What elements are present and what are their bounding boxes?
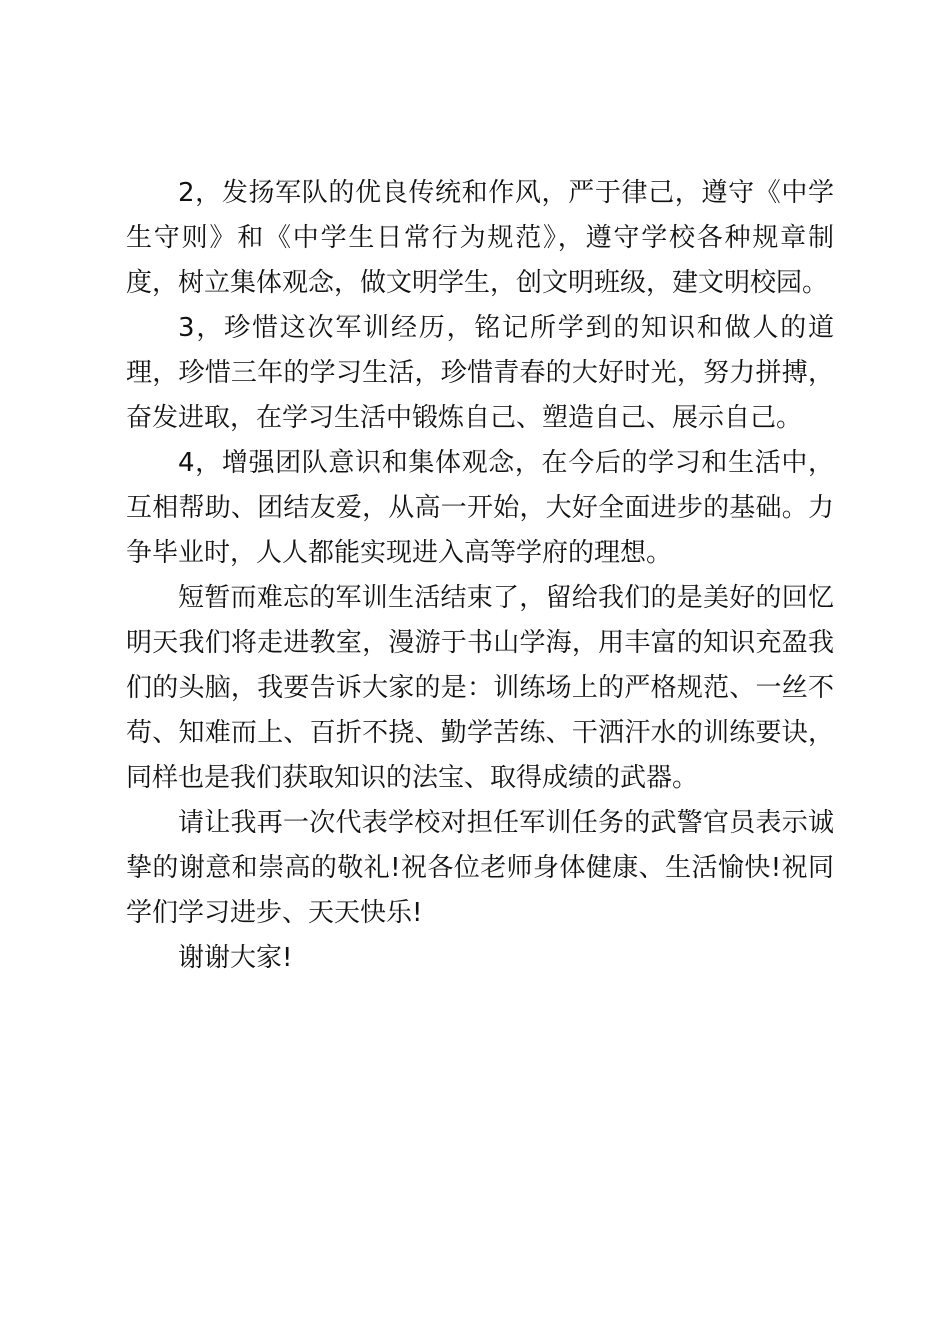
document-body [126,171,834,981]
paragraph-point-3: 3，珍惜这次军训经历，铭记所学到的知识和做人的道理，珍惜三年的学习生活，珍惜青春的大好时光，努力拼搏，奋发进取，在学习生活中锻炼自己、塑造自己、展示自己。 [126,313,834,433]
paragraph-point-2: 2，发扬军队的优良传统和作风，严于律己，遵守《中学生守则》和《中学生日常行为规范》，遵守学校各种规章制度，树立集体观念，做文明学生，创文明班级，建文明校园。 [126,178,834,298]
paragraph-closing-reflection: 短暂而难忘的军训生活结束了，留给我们的是美好的回忆明天我们将走进教室，漫游于书山学海，用丰富的知识充盈我们的头脑，我要告诉大家的是：训练场上的严格规范、一丝不苟、知难而上、百折不挠、勤学苦练、干洒汗水的训练要诀，同样也是我们获取知识的法宝、取得成绩的武器。 [126,583,834,793]
paragraph-thanks-and-wishes: 请让我再一次代表学校对担任军训任务的武警官员表示诚挚的谢意和崇高的敬礼!祝各位老师身体健康、生活愉快!祝同学们学习进步、天天快乐! [126,808,834,928]
paragraph-point-4: 4，增强团队意识和集体观念，在今后的学习和生活中，互相帮助、团结友爱，从高一开始，大好全面进步的基础。力争毕业时，人人都能实现进入高等学府的理想。 [126,448,834,568]
paragraph-final-thanks: 谢谢大家! [178,943,293,973]
